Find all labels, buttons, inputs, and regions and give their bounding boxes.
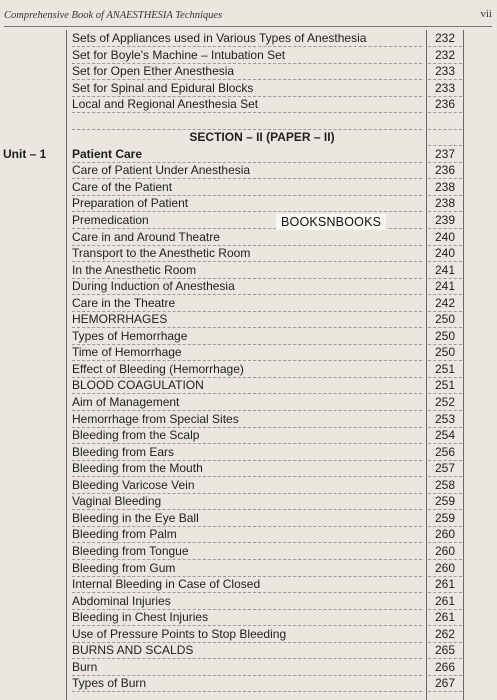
- contents-row: [0, 477, 497, 494]
- contents-row: [0, 411, 497, 428]
- contents-row: [0, 146, 497, 163]
- topic-title: Internal Bleeding in Case of Closed: [72, 576, 422, 593]
- page-ref: 260: [428, 560, 462, 577]
- contents-row: [0, 278, 497, 295]
- page-ref: 253: [428, 411, 462, 428]
- contents-row: [0, 626, 497, 643]
- topic-title: Effect of Bleeding (Hemorrhage): [72, 361, 422, 378]
- topic-title: In the Anesthetic Room: [72, 262, 422, 279]
- contents-row: [0, 609, 497, 626]
- page-ref: 254: [428, 427, 462, 444]
- topic-title: Bleeding from Tongue: [72, 543, 422, 560]
- page-ref: 265: [428, 642, 462, 659]
- topic-title: Abdominal Injuries: [72, 593, 422, 610]
- contents-row: [0, 96, 497, 113]
- contents-row: [0, 659, 497, 676]
- topic-title: BURNS AND SCALDS: [72, 642, 422, 659]
- topic-title: Bleeding from the Mouth: [72, 460, 422, 477]
- contents-row: [0, 510, 497, 527]
- contents-row: [0, 113, 497, 130]
- page-ref: 261: [428, 609, 462, 626]
- contents-row: [0, 30, 497, 47]
- contents-row: [0, 328, 497, 345]
- page-ref: 232: [428, 30, 462, 47]
- topic-title: Sets of Appliances used in Various Types of Anesthesia: [72, 30, 422, 47]
- contents-row: [0, 129, 497, 146]
- topic-title: Aim of Management: [72, 394, 422, 411]
- contents-row: [0, 642, 497, 659]
- topic-title: Bleeding from the Scalp: [72, 427, 422, 444]
- contents-row: [0, 560, 497, 577]
- header-rule: [4, 26, 492, 27]
- page-ref: 236: [428, 162, 462, 179]
- page-ref: 239: [428, 212, 462, 229]
- topic-title: Local and Regional Anesthesia Set: [72, 96, 422, 113]
- contents-row: [0, 460, 497, 477]
- contents-row: [0, 212, 497, 229]
- page-ref: 250: [428, 311, 462, 328]
- topic-title: Care in and Around Theatre: [72, 229, 422, 246]
- topic-title: Burn: [72, 659, 422, 676]
- contents-row: [0, 444, 497, 461]
- topic-title: Types of Hemorrhage: [72, 328, 422, 345]
- contents-row: [0, 377, 497, 394]
- topic-title: Transport to the Anesthetic Room: [72, 245, 422, 262]
- topic-title: Bleeding in the Eye Ball: [72, 510, 422, 527]
- page-ref: 260: [428, 526, 462, 543]
- contents-row: [0, 427, 497, 444]
- topic-title: BLOOD COAGULATION: [72, 377, 422, 394]
- page-ref: 258: [428, 477, 462, 494]
- contents-row: [0, 63, 497, 80]
- topic-title: Care in the Theatre: [72, 295, 422, 312]
- topic-title: Use of Pressure Points to Stop Bleeding: [72, 626, 422, 643]
- page-ref: 251: [428, 377, 462, 394]
- page-ref: 251: [428, 361, 462, 378]
- page-ref: [428, 129, 462, 146]
- topic-title: Time of Hemorrhage: [72, 344, 422, 361]
- topic-title: Bleeding from Ears: [72, 444, 422, 461]
- page-ref: 262: [428, 626, 462, 643]
- topic-title: Set for Spinal and Epidural Blocks: [72, 80, 422, 97]
- page-ref: 236: [428, 96, 462, 113]
- page-ref: 250: [428, 344, 462, 361]
- page-number: vii: [480, 8, 492, 20]
- page-ref: 233: [428, 63, 462, 80]
- page-ref: 233: [428, 80, 462, 97]
- topic-title: Premedication: [72, 212, 422, 229]
- contents-row: [0, 229, 497, 246]
- page-ref: 261: [428, 576, 462, 593]
- page-ref: 242: [428, 295, 462, 312]
- contents-row: [0, 576, 497, 593]
- topic-title: Bleeding Varicose Vein: [72, 477, 422, 494]
- contents-table: [0, 30, 497, 692]
- page-ref: [428, 113, 462, 130]
- contents-row: [0, 80, 497, 97]
- topic-title: Preparation of Patient: [72, 195, 422, 212]
- page-ref: 257: [428, 460, 462, 477]
- topic-title: Bleeding from Palm: [72, 526, 422, 543]
- contents-row: [0, 543, 497, 560]
- topic-title: Patient Care: [72, 146, 422, 163]
- topic-title: Vaginal Bleeding: [72, 493, 422, 510]
- topic-title: Types of Burn: [72, 675, 422, 692]
- page-ref: 238: [428, 195, 462, 212]
- contents-row: [0, 493, 497, 510]
- contents-row: [0, 593, 497, 610]
- contents-row: [0, 311, 497, 328]
- topic-title: Set for Boyle's Machine – Intubation Set: [72, 47, 422, 64]
- contents-row: [0, 47, 497, 64]
- page-ref: 266: [428, 659, 462, 676]
- topic-title: [72, 113, 422, 130]
- page-ref: 232: [428, 47, 462, 64]
- page-ref: 260: [428, 543, 462, 560]
- contents-row: [0, 162, 497, 179]
- topic-title: Care of Patient Under Anesthesia: [72, 162, 422, 179]
- contents-row: [0, 361, 497, 378]
- page-ref: 252: [428, 394, 462, 411]
- contents-row: [0, 245, 497, 262]
- contents-row: [0, 295, 497, 312]
- topic-title: Care of the Patient: [72, 179, 422, 196]
- page-header: [4, 8, 492, 28]
- contents-row: [0, 394, 497, 411]
- page-ref: 241: [428, 278, 462, 295]
- page-ref: 259: [428, 493, 462, 510]
- unit-label: Unit – 1: [3, 146, 47, 161]
- page-ref: 237: [428, 146, 462, 163]
- page-ref: 259: [428, 510, 462, 527]
- page-ref: 261: [428, 593, 462, 610]
- contents-row: [0, 344, 497, 361]
- contents-row: [0, 675, 497, 692]
- page-ref: 256: [428, 444, 462, 461]
- watermark: BOOKSNBOOKS: [276, 214, 386, 230]
- page-ref: 240: [428, 229, 462, 246]
- topic-title: Bleeding from Gum: [72, 560, 422, 577]
- contents-row: [0, 179, 497, 196]
- section-heading: SECTION – II (PAPER – II): [189, 130, 335, 145]
- topic-title: Bleeding in Chest Injuries: [72, 609, 422, 626]
- page-ref: 267: [428, 675, 462, 692]
- contents-row: [0, 526, 497, 543]
- page-ref: 240: [428, 245, 462, 262]
- book-title: Comprehensive Book of ANAESTHESIA Techniques: [4, 10, 223, 21]
- topic-title: Set for Open Ether Anesthesia: [72, 63, 422, 80]
- page-ref: 238: [428, 179, 462, 196]
- topic-title: Hemorrhage from Special Sites: [72, 411, 422, 428]
- contents-row: [0, 262, 497, 279]
- topic-title: During Induction of Anesthesia: [72, 278, 422, 295]
- topic-title: HEMORRHAGES: [72, 311, 422, 328]
- page-ref: 241: [428, 262, 462, 279]
- contents-row: [0, 195, 497, 212]
- page-ref: 250: [428, 328, 462, 345]
